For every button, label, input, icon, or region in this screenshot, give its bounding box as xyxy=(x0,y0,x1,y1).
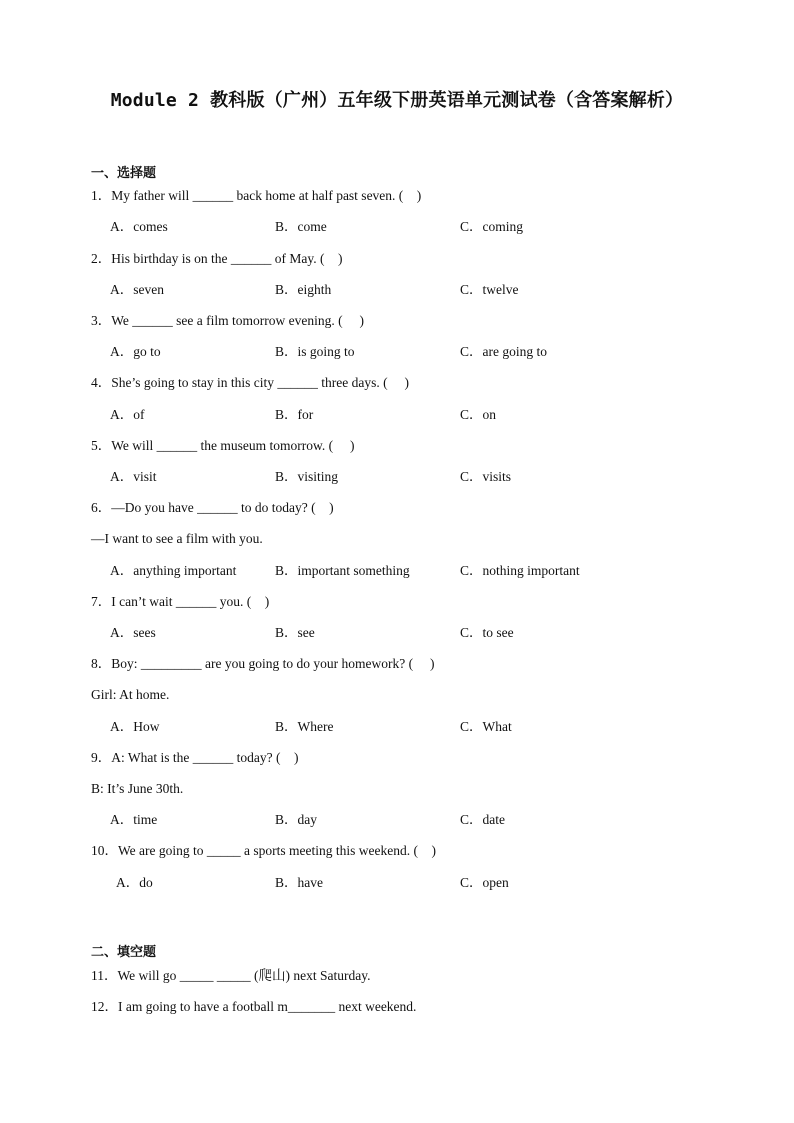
option-b[interactable]: B．important something xyxy=(275,563,410,578)
question-9-reply: B: It’s June 30th. xyxy=(91,781,184,796)
options-row-9 xyxy=(0,811,794,829)
option-a[interactable]: A．sees xyxy=(110,625,156,640)
option-a[interactable]: A．of xyxy=(110,407,145,422)
question-1: 1．My father will ______ back home at half past seven. ( ) xyxy=(91,188,422,203)
option-c[interactable]: C．on xyxy=(460,407,497,422)
option-c[interactable]: C．nothing important xyxy=(460,563,580,578)
option-a[interactable]: A．go to xyxy=(110,344,161,359)
question-7: 7．I can’t wait ______ you. ( ) xyxy=(91,594,270,609)
option-c[interactable]: C．What xyxy=(460,719,512,734)
question-6: 6．—Do you have ______ to do today? ( ) xyxy=(91,500,334,515)
question-12: 12．I am going to have a football m_______ next weekend. xyxy=(91,999,417,1014)
question-9: 9．A: What is the ______ today? ( ) xyxy=(91,750,299,765)
option-a[interactable]: A．visit xyxy=(110,469,157,484)
option-b[interactable]: B．day xyxy=(275,812,317,827)
option-b[interactable]: B．for xyxy=(275,407,314,422)
question-5: 5．We will ______ the museum tomorrow. ( ) xyxy=(91,438,355,453)
options-row-1 xyxy=(0,218,794,236)
question-10: 10．We are going to _____ a sports meeting this weekend. ( ) xyxy=(91,843,436,858)
section-heading-choice: 一、选择题 xyxy=(91,166,157,181)
option-c[interactable]: C．date xyxy=(460,812,505,827)
options-row-8 xyxy=(0,718,794,736)
option-b[interactable]: B．Where xyxy=(275,719,334,734)
option-a[interactable]: A．How xyxy=(110,719,160,734)
question-2: 2．His birthday is on the ______ of May. ( ) xyxy=(91,251,343,266)
option-b[interactable]: B．is going to xyxy=(275,344,355,359)
option-a[interactable]: A．comes xyxy=(110,219,168,234)
question-6-reply: —I want to see a film with you. xyxy=(91,531,263,546)
question-3: 3．We ______ see a film tomorrow evening. ( ) xyxy=(91,313,364,328)
option-b[interactable]: B．have xyxy=(275,875,323,890)
options-row-5 xyxy=(0,468,794,486)
option-c[interactable]: C．open xyxy=(460,875,509,890)
option-a[interactable]: A．seven xyxy=(110,282,164,297)
option-a[interactable]: A．do xyxy=(116,875,153,890)
options-row-10 xyxy=(0,874,794,892)
options-row-7 xyxy=(0,624,794,642)
option-c[interactable]: C．visits xyxy=(460,469,512,484)
options-row-4 xyxy=(0,406,794,424)
options-row-6 xyxy=(0,562,794,580)
question-11: 11．We will go _____ _____ (爬山) next Saturday. xyxy=(91,968,371,983)
option-b[interactable]: B．visiting xyxy=(275,469,339,484)
option-b[interactable]: B．eighth xyxy=(275,282,332,297)
section-heading-fill-blank: 二、填空题 xyxy=(91,945,157,960)
option-b[interactable]: B．see xyxy=(275,625,315,640)
option-c[interactable]: C．to see xyxy=(460,625,514,640)
question-4: 4．She’s going to stay in this city ______ three days. ( ) xyxy=(91,375,409,390)
question-8: 8．Boy: _________ are you going to do your homework? ( ) xyxy=(91,656,435,671)
options-row-3 xyxy=(0,343,794,361)
option-c[interactable]: C．are going to xyxy=(460,344,547,359)
option-c[interactable]: C．twelve xyxy=(460,282,519,297)
options-row-2 xyxy=(0,281,794,299)
page-title: Module 2 教科版（广州）五年级下册英语单元测试卷（含答案解析） xyxy=(110,90,684,111)
option-a[interactable]: A．time xyxy=(110,812,158,827)
option-b[interactable]: B．come xyxy=(275,219,327,234)
option-c[interactable]: C．coming xyxy=(460,219,523,234)
option-a[interactable]: A．anything important xyxy=(110,563,237,578)
question-8-reply: Girl: At home. xyxy=(91,687,170,702)
